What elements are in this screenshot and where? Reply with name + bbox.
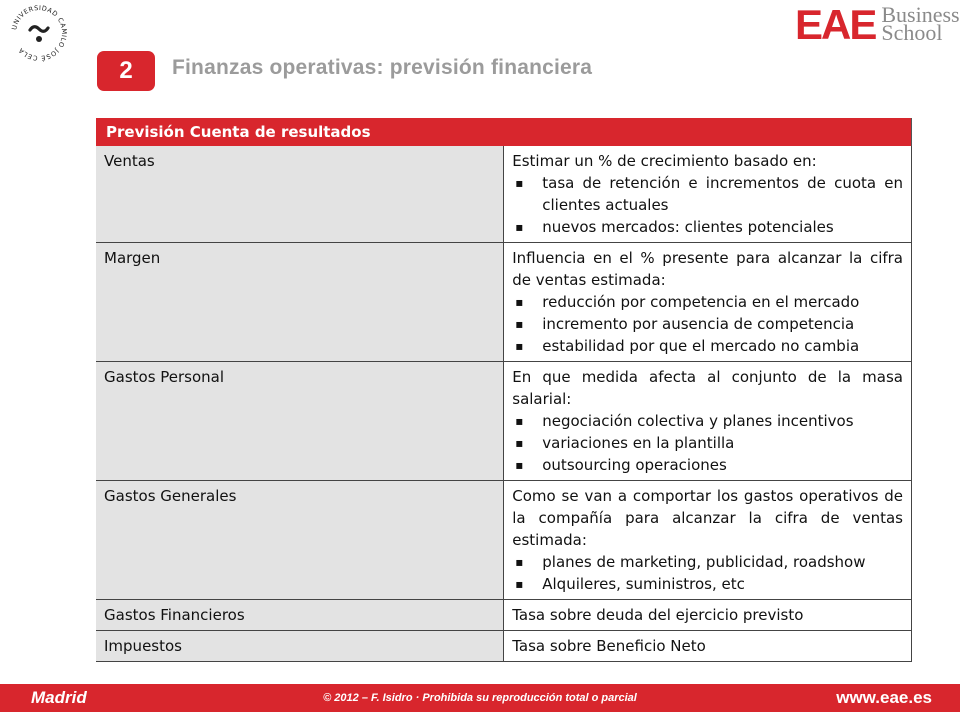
row-intro-text: Estimar un % de crecimiento basado en: <box>512 152 817 170</box>
bullet-item: ▪ negociación colectiva y planes incentivos <box>512 410 903 432</box>
bullet-list <box>512 551 903 595</box>
table-row <box>96 600 912 631</box>
logo-word-school: School <box>881 20 943 45</box>
row-intro-text: Como se van a comportar los gastos operativos de la compañía para alcanzar la cifra de ventas estimada: <box>512 487 903 549</box>
table-row <box>96 243 912 362</box>
eae-logo <box>795 1 960 48</box>
row-description <box>504 243 912 362</box>
bullet-item: ▪ nuevos mercados: clientes potenciales <box>512 216 903 238</box>
bullet-item: ▪ variaciones en la plantilla <box>512 432 903 454</box>
table-header: Previsión Cuenta de resultados <box>96 118 912 146</box>
row-intro-text: Tasa sobre deuda del ejercicio previsto <box>512 606 804 624</box>
table-body <box>96 146 912 662</box>
footer-website-link[interactable]: www.eae.es <box>836 688 932 707</box>
logo-mark: EAE <box>795 1 876 48</box>
logo-word-business: Business <box>881 2 960 27</box>
table-row <box>96 481 912 600</box>
row-label: Margen <box>96 243 504 362</box>
row-label: Gastos Generales <box>96 481 504 600</box>
section-number-badge: 2 <box>97 51 155 91</box>
bullet-list <box>512 172 903 238</box>
row-label: Gastos Personal <box>96 362 504 481</box>
table-header-row <box>96 118 912 146</box>
page-title: Finanzas operativas: previsión financiera <box>172 56 593 79</box>
row-label: Gastos Financieros <box>96 600 504 631</box>
table-row <box>96 146 912 243</box>
table-row <box>96 362 912 481</box>
table-row <box>96 631 912 662</box>
university-seal-logo <box>8 2 70 64</box>
bullet-item: ▪ Alquileres, suministros, etc <box>512 573 903 595</box>
row-intro-text: Influencia en el % presente para alcanzar la cifra de ventas estimada: <box>512 249 903 289</box>
row-description <box>504 146 912 243</box>
footer-copyright: © 2012 – F. Isidro · Prohibida su reproducción total o parcial <box>323 692 637 704</box>
bullet-item: ▪ incremento por ausencia de competencia <box>512 313 903 335</box>
row-description <box>504 481 912 600</box>
bullet-item: ▪ estabilidad por que el mercado no cambia <box>512 335 903 357</box>
logo-wordmark <box>881 2 960 45</box>
bullet-item: ▪ planes de marketing, publicidad, roadshow <box>512 551 903 573</box>
row-label: Impuestos <box>96 631 504 662</box>
row-description <box>504 600 912 631</box>
svg-text:UNIVERSIDAD CAMILO JOSÉ CELA: UNIVERSIDAD CAMILO JOSÉ CELA <box>10 3 69 63</box>
bullet-list <box>512 410 903 476</box>
bullet-list <box>512 291 903 357</box>
forecast-table <box>96 118 912 662</box>
row-intro-text: En que medida afecta al conjunto de la masa salarial: <box>512 368 903 408</box>
bullet-item: ▪ outsourcing operaciones <box>512 454 903 476</box>
footer-bar <box>0 684 960 712</box>
row-description <box>504 631 912 662</box>
bullet-item: ▪ reducción por competencia en el mercado <box>512 291 903 313</box>
row-intro-text: Tasa sobre Beneficio Neto <box>512 637 706 655</box>
footer-location: Madrid <box>31 688 87 707</box>
bullet-item: ▪ tasa de retención e incrementos de cuota en clientes actuales <box>512 172 903 216</box>
row-description <box>504 362 912 481</box>
row-label: Ventas <box>96 146 504 243</box>
